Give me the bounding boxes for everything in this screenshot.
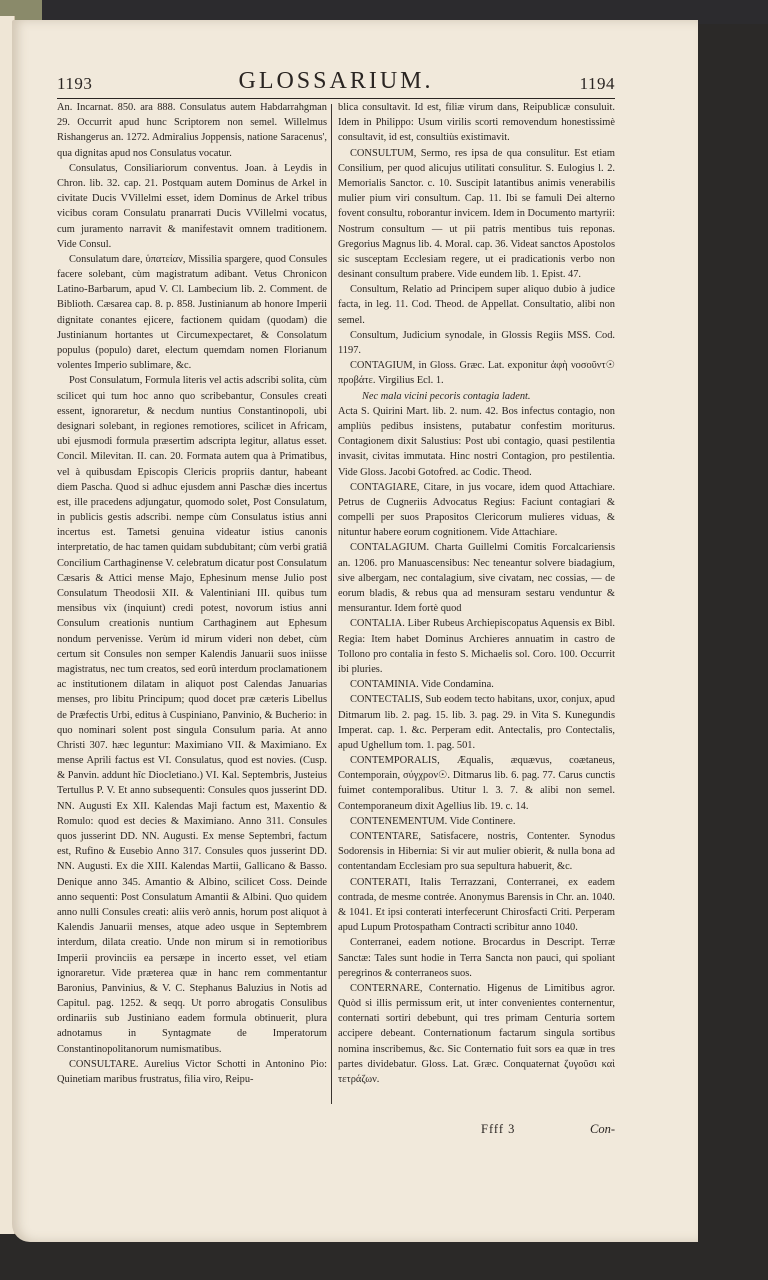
entry-contagium: CONTAGIUM, in Gloss. Græc. Lat. exponitur ἀφὴ νοσοῦντ☉ προβάτε. Virgilius Ecl. 1.	[338, 360, 615, 387]
paragraph: Consultum, Relatio ad Principem super aliquo dubio à judice facta, in leg. 11. Cod. Theod. de Appellat. Consultatio, alibi non semel.	[338, 284, 615, 326]
paragraph: blica consultavit. Id est, filiæ virum dans, Reipublicæ consuluit. Idem in Philippo: Usum virilis scorti removendum honestissimè consultavit, id est, consultiùs existimavit.	[338, 102, 615, 144]
paragraph: An. Incarnat. 850. ara 888. Consulatus autem Habdarrahgman 29. Occurrit apud hunc Scriptorem non semel. Willelmus Rishangerus an. 1272. Admiralius Joppensis, natione Saracenus', qua dignitas apud nos Consulatus vocatur.	[57, 102, 327, 159]
column-divider	[331, 104, 332, 1104]
paragraph: Acta S. Quirini Mart. lib. 2. num. 42. Bos infectus contagio, non ampliùs pedibus insistens, putabatur confestim moriturus. Contagionem dixit Salustius: Post ubi contagio, quasi pestilentia invasit, civitas immutata. Hinc nostri Contagion, pro pestilentia. Vide Gloss. Jacobi Gotofred. ac Codic. Theod.	[338, 405, 615, 478]
entry-consultare: CONSULTARE. Aurelius Victor Schotti in Antonino Pio: Quinetiam maribus frustratus, filia viro, Reipu-	[57, 1058, 327, 1085]
entry-contalagium: CONTALAGIUM. Charta Guillelmi Comitis Forcalcariensis an. 1206. pro Manuascensibus: Nec teneantur solvere biadagium, sive albergam, nec contalagium, sive civatam, nec cossias, — de eorum bladis, & rebus qua ad mensuram sestaru venduntur & mensurantur. Idem fortè quod	[338, 542, 615, 615]
page-footer	[338, 1122, 615, 1140]
entry-contectalis: CONTECTALIS, Sub eodem tecto habitans, uxor, conjux, apud Ditmarum lib. 2. pag. 15. lib. 3. pag. 29. in Vita S. Kunegundis Imperat. cap. 1. &c. Perperam edit. Antectalis, pro Contectalis, apud Ughellum tom. 1. pag. 501.	[338, 694, 615, 751]
paragraph: Consulatus, Consiliariorum conventus. Joan. à Leydis in Chron. lib. 32. cap. 21. Postquam autem Dominus de Arkel in civitate Ducis VVillelmi esset, idem Dominus de Arkel tribus vicibus coram Consulatu pranarrati Ducis VVillelmi vocatus, cum juramento narravit & manifestavit omnem traditionem. Vide Consul.	[57, 162, 327, 250]
page-title: GLOSSARIUM.	[238, 68, 434, 94]
page-number-right: 1194	[579, 74, 615, 93]
entry-contalia: CONTALIA. Liber Rubeus Archiepiscopatus Aquensis ex Bibl. Regia: Item habet Dominus Archieres annuatim in castro de Tollono pro contalia in festo S. Michaelis sol. Coro. 100. Occurrit ibi pluries.	[338, 618, 615, 675]
entry-contaminia: CONTAMINIA. Vide Condamina.	[350, 679, 494, 691]
page-number-left: 1193	[57, 74, 93, 93]
paragraph: Consultum, Judicium synodale, in Glossis Regiis MSS. Cod. 1197.	[338, 329, 615, 356]
left-column	[57, 100, 327, 1087]
entry-contagiare: CONTAGIARE, Citare, in jus vocare, idem quod Attachiare. Petrus de Cugneriis Advocatus Regius: Faciunt contagiari & compelli per suos Prapositos Clericorum mulieres viduas, & nituntur habere eorum cognitionem. Vide Attachiare.	[338, 481, 615, 539]
right-column	[338, 100, 615, 1087]
running-header	[57, 66, 615, 96]
paragraph: Consulatum dare, ὑπατείαν, Missilia spargere, quod Consules facere solebant, cùm magistratum adibant. Vetus Chronicon Latino-Barbarum, apud V. Cl. Lambecium lib. 2. Comment. de Biblioth. Cæsarea cap. 8. p. 858. Justinianum ab honore Imperii dignitate conantes ejicere, factionem quidam (quodam) die Justinianum hortantes ut Circumexpectaret, & Consolatum populus (populo) daret, electum quemdam nomen Florianum volentes Imperio sublimare, &c.	[57, 253, 327, 372]
paragraph: Conterranei, eadem notione. Brocardus in Descript. Terræ Sanctæ: Tales sunt hodie in Terra Sancta non pauci, qui spoliant peregrinos & conterraneos suos.	[338, 937, 615, 979]
entry-contenementum: CONTENEMENTUM. Vide Continere.	[350, 815, 516, 827]
header-rule	[57, 98, 615, 99]
entry-consultum: CONSULTUM, Sermo, res ipsa de qua consulitur. Est etiam Consilium, per quod alicujus utilitati consulitur. S. Eulogius l. 2. Memorialis Sanctor. c. 10. Suscipit latantibus animis venerabilis mulier pium viri consultum. Cap. 11. Ibi se famuli Dei alterno fovent consultu, roborantur invicem. Idem in Documento martyrii: Nostrum consultum — ut pii patris mentibus tuis reponas. Gregorius Magnus lib. 4. Moral. cap. 36. Videat sanctos Apostolos sic susceptam Ecclesiam regere, ut ei pradicationis verbo non desinant consultum prabere. Vide eundem lib. 1. Epist. 47.	[338, 147, 615, 281]
paragraph: Post Consulatum, Formula literis vel actis adscribi solita, cùm scilicet qui tum hoc anno quo scribebantur, Consules creati essent, ignoraretur, & necdum nuntius Constantinopoli, ubi designari solebant, in regiones remotiores, scilicet in Africam, ubi ejusmodi formula præsertim adscripta legitur, allatus esset. Concil. Milevitan. II. can. 20. Formata autem qua à Primatibus, vel à quibusdam Episcopis Clericis propriis dantur, habeant diem Pascha. Quod si adhuc ejusdem anni Paschæ dies incertus est, ille pracedens adjungatur, quomodo solet, Post Consulatum, in publicis gestis adscribi. nempe cùm Consulatus istius anni incertus est. Tametsi genuina videatur istius canonis interpretatio, de hac tamen quidam subdubitant; cùm verbi gratiâ Concilium Carthaginense V. celebratum dicatur post Consulatum Cæsaris & Attici mense Majo, Ephesinum mense Julio post Consulatum Theodosii XII. & Valentiniani III. quibus tum mensibus vix (inquiunt) credi potest, novorum istius anni Consulum creationis nuntium Carthaginem aut Ephesum nondum pervenisse. Verùm id mirum videri non debet, cùm certum sit Consules non semper Kalendis Januarii suos iniisse magistratus, nec tum creatos, sed eorû interdum proclamationem ac institutionem dilatam in aliquot post Calendas Januarias menses, pro libitu Principum; quod docet præ cæteris Libellus de Præfectis Urbi, editus à Cuspiniano, Panvinio, & Bucherio: in quo nominari solent post singula Consulum paria. At anno Christi 307. hæc leguntur: Maximiano VII. & Maximiano. Ex mense Aprili factus est VI. Consulatus, quod est novies. (Cusp. & Panvin. addunt hîc Diocletiano.) VI. Kal. Septembris, Justeius Tertullus P. V. Et anno subsequenti: Consules quos jusserint DD. NN. Augusti Ex XII. Kalendas Maji factum est, Maxentio & Romulo: quod est decies & Maximiano. Anno 311. Consules quos jusserint DD. NN. Augusti. Ex mense Septembri, factum est, Rufino & Eusebio Anno 317. Consules quos jusserint DD. NN. Augusti. Ex die XIII. Kalendas Martii, Gallicano & Basso. Denique anno 345. Amantio & Albino, scilicet Coss. Deinde anno sequenti: Post Consulatum Amantii & Albini. Quo quidem anno nulli Consules creati: aliis verò annis, horum post aliquot à Kalendis Januarii menses, atque adeo usque in Septembrem interdum, dilata creatio. Unde non mirum si in remotioribus Imperii provinciis ea persæpe in incerto esset, vel etiam ignoraretur. Vide præterea quæ in hanc rem commentantur Baronius, Panvinius, & V. C. Stephanus Baluzius in Notis ad Capitul. pag. 1252. & seqq. Ut porro abrogatis Consulibus ordinariis sub Justiniano eadem formula obtinuerit, plura adnotamus in Syntagmate de Imperatorum Constantinopolitanorum numismatibus.	[57, 375, 328, 1055]
entry-conternare: CONTERNARE, Conternatio. Higenus de Limitibus agror. Quòd si illis permissum erit, ut inter convenientes conternentur, conternati sortiri debebunt, qui tres primam Centuria sortem accipere debeant. Conternationum factarum singula sortibus nomina inscribemus, &c. Sic Conternatio fuit sors ea quæ in tres partes dividebatur. Gloss. Lat. Græc. Conquaternat ζυγοῦσι καὶ τετράζων.	[338, 982, 615, 1085]
entry-conterati: CONTERATI, Italis Terrazzani, Conterranei, ex eadem contrada, de mesme contrée. Anonymus Barensis in Chr. an. 1040. & 1041. Et ipsi conterati interfecerunt Chirosfacti Criti. Perperam apud Lupum Protospatham Contracti scribitur anno 1040.	[338, 876, 615, 934]
signature-mark: Ffff 3	[481, 1122, 516, 1136]
entry-contemporalis: CONTEMPORALIS, Æqualis, æquævus, coætaneus, Contemporain, σύγχρον☉. Ditmarus lib. 6. pag. 77. Carus cunctis fuimet contemporalibus. Utitur l. 3. 7. & alibi non semel. Contemporaneum dixit Agellius lib. 19. c. 14.	[338, 755, 615, 812]
entry-contentare: CONTENTARE, Satisfacere, nostris, Contenter. Synodus Sodorensis in Hibernia: Si vir aut mulier obierit, & nulla bona ad contentandam Ecclesiam pro sua sepultura habuerit, &c.	[338, 831, 615, 873]
catchword: Con-	[590, 1122, 615, 1136]
verse-quote: Nec mala vicini pecoris contagia ladent.	[362, 390, 531, 402]
